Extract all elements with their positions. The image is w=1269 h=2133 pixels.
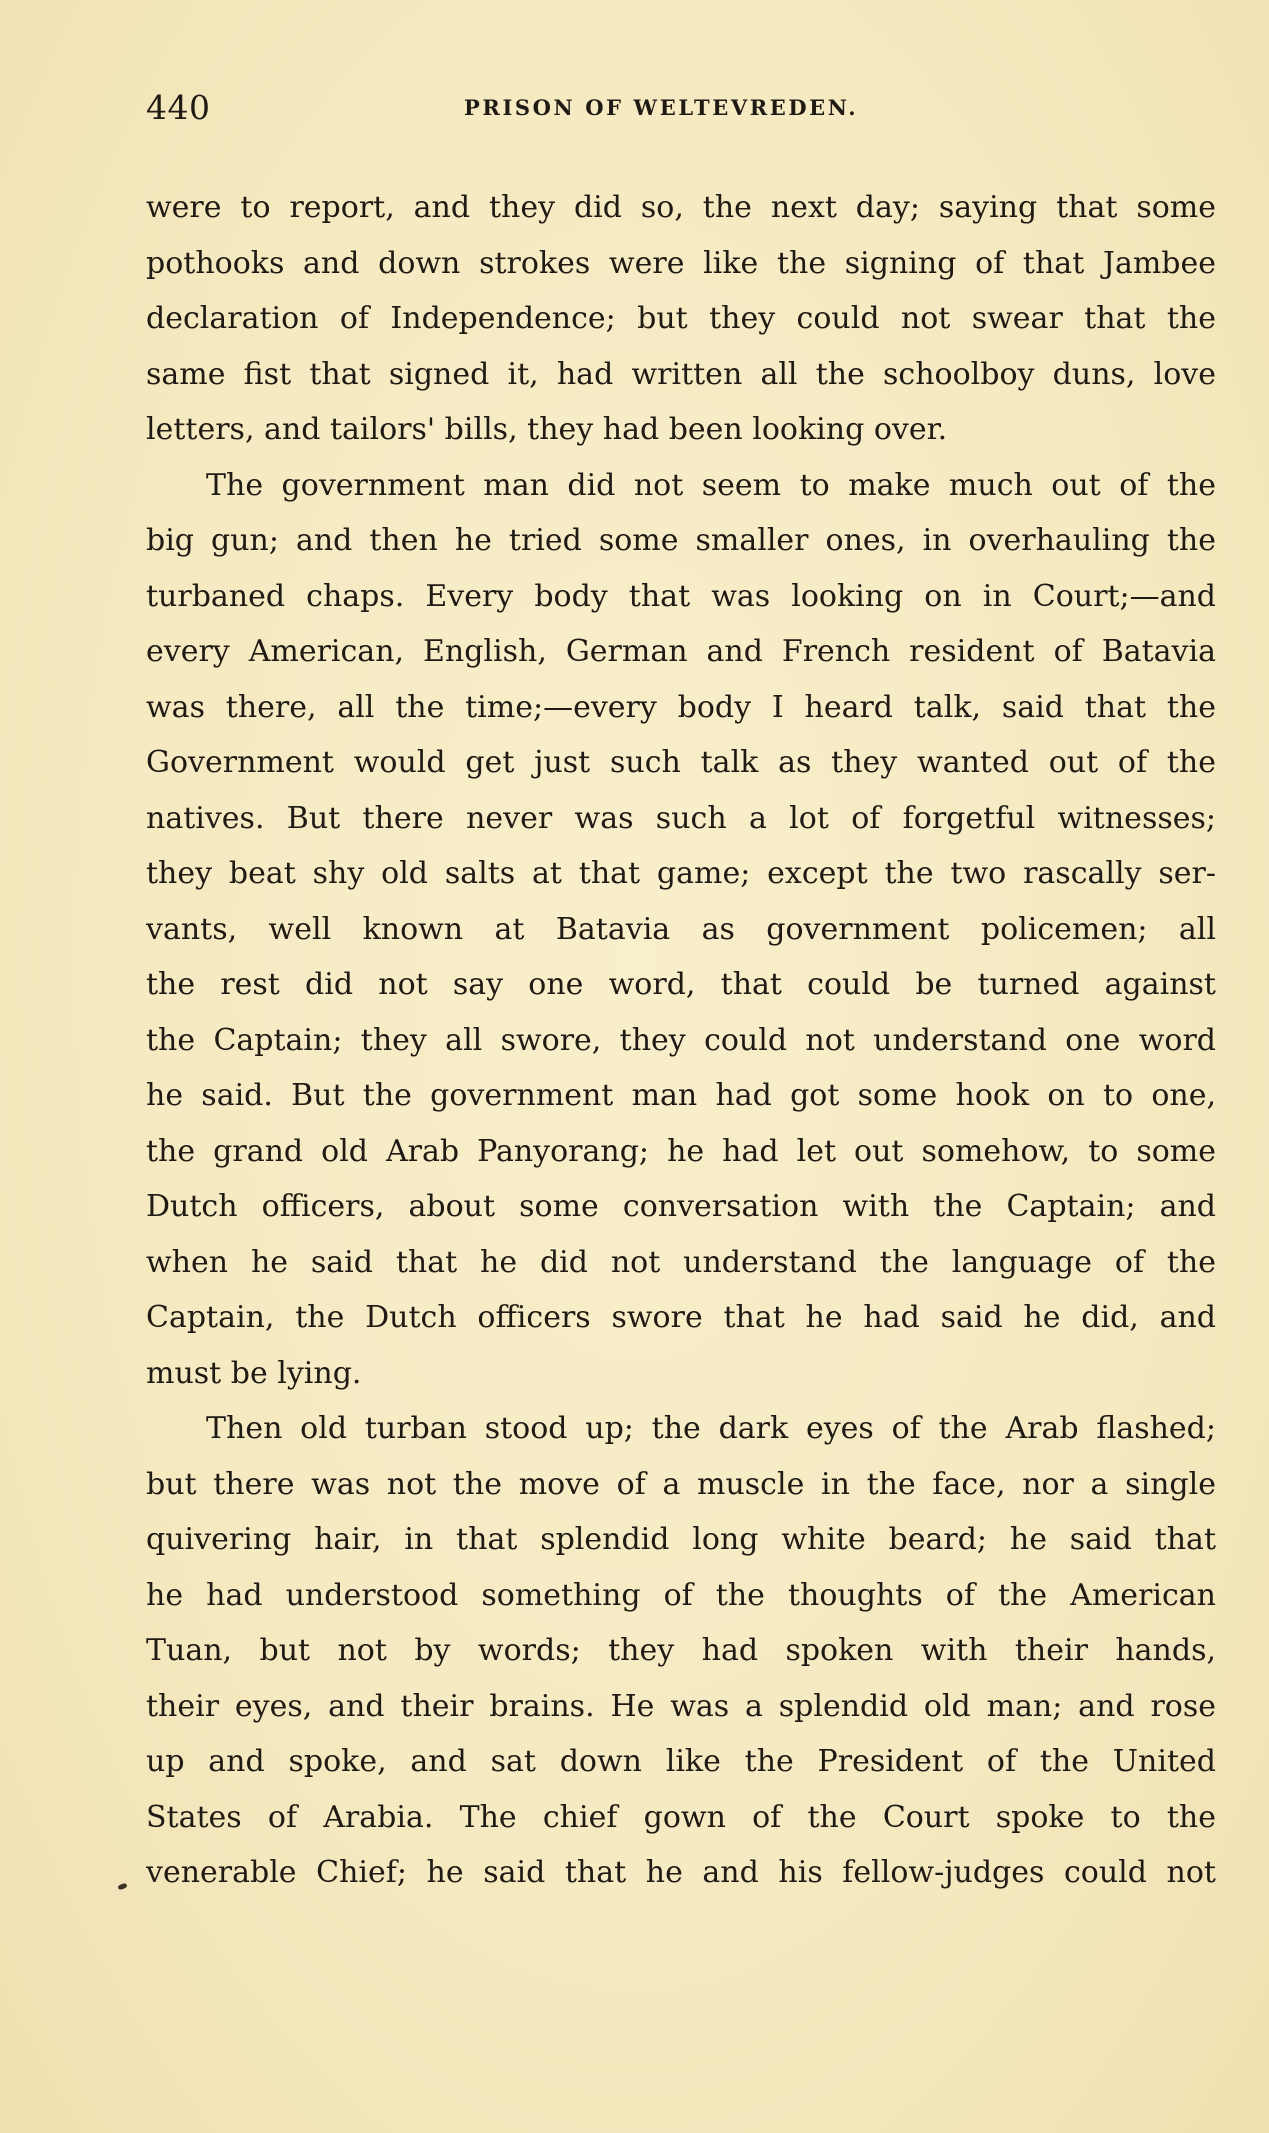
text-line: Captain, the Dutch officers swore that he had said he did, and bbox=[146, 1300, 1216, 1335]
paragraph-start-line: The government man did not seem to make much out of the bbox=[206, 467, 1216, 503]
text-line: the Captain; they all swore, they could not understand one word bbox=[146, 1022, 1216, 1058]
text-line: he said. But the government man had got some hook on to one, bbox=[146, 1078, 1216, 1113]
text-line: were to report, and they did so, the next day; saying that some bbox=[146, 190, 1216, 225]
text-line: he had understood something of the thoughts of the American bbox=[146, 1577, 1216, 1613]
text-line: up and spoke, and sat down like the President of the United bbox=[146, 1744, 1216, 1779]
text-line: every American, English, German and French resident of Batavia bbox=[146, 634, 1216, 669]
text-line: States of Arabia. The chief gown of the Court spoke to the bbox=[146, 1799, 1216, 1835]
text-line: quivering hair, in that splendid long white beard; he said that bbox=[146, 1522, 1216, 1557]
text-line: their eyes, and their brains. He was a splendid old man; and rose bbox=[146, 1688, 1216, 1724]
text-line: vants, well known at Batavia as government policemen; all bbox=[146, 911, 1216, 947]
text-line: venerable Chief; he said that he and his fellow-judges could not bbox=[146, 1855, 1216, 1890]
text-line: when he said that he did not understand the language of the bbox=[146, 1244, 1216, 1280]
page-number: 440 bbox=[146, 88, 211, 127]
text-line: letters, and tailors' bills, they had been looking over. bbox=[146, 412, 948, 447]
text-line: pothooks and down strokes were like the signing of that Jambee bbox=[146, 245, 1216, 281]
text-line: Government would get just such talk as they wanted out of the bbox=[146, 745, 1216, 780]
text-line: big gun; and then he tried some smaller ones, in overhauling the bbox=[146, 523, 1216, 558]
running-head: PRISON OF WELTEVREDEN. bbox=[464, 95, 859, 120]
text-line: same fist that signed it, had written all the schoolboy duns, love bbox=[146, 356, 1216, 392]
page-header bbox=[146, 88, 1216, 128]
text-line: but there was not the move of a muscle in the face, nor a single bbox=[146, 1466, 1216, 1502]
text-line: Dutch officers, about some conversation with the Captain; and bbox=[146, 1189, 1216, 1224]
text-line: Tuan, but not by words; they had spoken with their hands, bbox=[146, 1633, 1216, 1668]
text-line: natives. But there never was such a lot of forgetful witnesses; bbox=[146, 800, 1216, 836]
text-line: the grand old Arab Panyorang; he had let out somehow, to some bbox=[146, 1133, 1216, 1169]
paragraph-start-line: Then old turban stood up; the dark eyes of the Arab flashed; bbox=[206, 1411, 1216, 1446]
text-line: must be lying. bbox=[146, 1355, 362, 1391]
text-line: was there, all the time;—every body I heard talk, said that the bbox=[146, 689, 1216, 725]
text-line: they beat shy old salts at that game; except the two rascally ser- bbox=[146, 856, 1216, 891]
text-line: declaration of Independence; but they could not swear that the bbox=[146, 301, 1216, 336]
body-text bbox=[146, 180, 1216, 1901]
text-line: turbaned chaps. Every body that was looking on in Court;—and bbox=[146, 578, 1216, 614]
text-line: the rest did not say one word, that could be turned against bbox=[146, 967, 1216, 1002]
ink-speck bbox=[117, 1883, 127, 1891]
